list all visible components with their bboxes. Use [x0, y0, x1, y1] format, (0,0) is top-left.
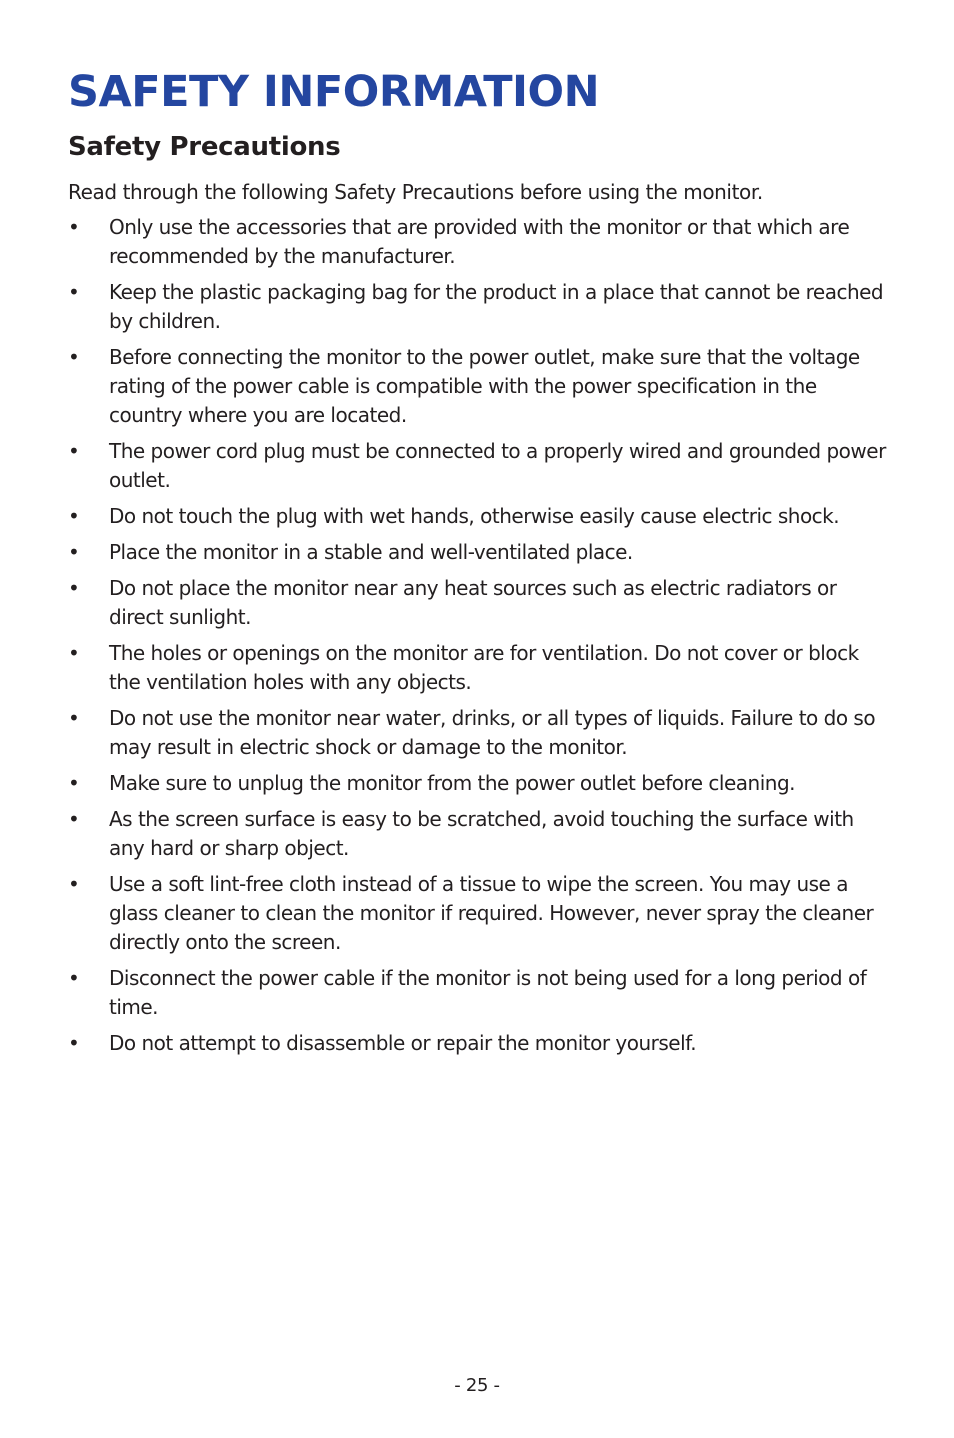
bullet-icon: • [68, 280, 80, 304]
list-item [68, 805, 888, 863]
list-item-text: Do not use the monitor near water, drinks, or all types of liquids. Failure to do so may result in electric shock or damage to the monitor. [109, 706, 876, 759]
bullet-icon: • [68, 641, 80, 665]
bullet-icon: • [68, 504, 80, 528]
list-item-text: Only use the accessories that are provided with the monitor or that which are recommended by the manufacturer. [109, 215, 850, 268]
list-item [68, 213, 888, 271]
list-item-text: Keep the plastic packaging bag for the product in a place that cannot be reached by children. [109, 280, 884, 333]
list-item [68, 704, 888, 762]
page-title: SAFETY INFORMATION [68, 67, 600, 117]
list-item [68, 769, 888, 798]
bullet-icon: • [68, 1031, 80, 1055]
bullet-icon: • [68, 439, 80, 463]
bullet-icon: • [68, 872, 80, 896]
bullet-icon: • [68, 706, 80, 730]
list-item [68, 502, 888, 531]
list-item [68, 343, 888, 430]
list-item-text: Place the monitor in a stable and well-ventilated place. [109, 540, 633, 564]
list-item-text: Make sure to unplug the monitor from the power outlet before cleaning. [109, 771, 796, 795]
list-item-text: Do not touch the plug with wet hands, otherwise easily cause electric shock. [109, 504, 840, 528]
page-number: - 25 - [454, 1375, 500, 1396]
bullet-icon: • [68, 215, 80, 239]
list-item-text: Use a soft lint-free cloth instead of a tissue to wipe the screen. You may use a glass cleaner to clean the monitor if required. However, never spray the cleaner directly onto the screen. [109, 872, 874, 954]
list-item [68, 1029, 888, 1058]
list-item [68, 639, 888, 697]
list-item [68, 574, 888, 632]
list-item-text: The holes or openings on the monitor are for ventilation. Do not cover or block the ventilation holes with any objects. [109, 641, 859, 694]
list-item-text: Before connecting the monitor to the power outlet, make sure that the voltage rating of the power cable is compatible with the power specification in the country where you are located. [109, 345, 860, 427]
list-item-text: Disconnect the power cable if the monitor is not being used for a long period of time. [109, 966, 867, 1019]
bullet-icon: • [68, 576, 80, 600]
list-item [68, 437, 888, 495]
list-item-text: The power cord plug must be connected to a properly wired and grounded power outlet. [109, 439, 886, 492]
intro-paragraph: Read through the following Safety Precautions before using the monitor. [68, 180, 763, 204]
bullet-icon: • [68, 540, 80, 564]
bullet-icon: • [68, 966, 80, 990]
list-item [68, 964, 888, 1022]
list-item-text: Do not place the monitor near any heat sources such as electric radiators or direct sunlight. [109, 576, 837, 629]
list-item [68, 870, 888, 957]
list-item-text: Do not attempt to disassemble or repair the monitor yourself. [109, 1031, 697, 1055]
list-item [68, 278, 888, 336]
bullet-icon: • [68, 807, 80, 831]
bullet-icon: • [68, 345, 80, 369]
list-item [68, 538, 888, 567]
list-item-text: As the screen surface is easy to be scratched, avoid touching the surface with any hard or sharp object. [109, 807, 854, 860]
section-title: Safety Precautions [68, 132, 341, 162]
safety-precautions-list [68, 213, 888, 1065]
bullet-icon: • [68, 771, 80, 795]
